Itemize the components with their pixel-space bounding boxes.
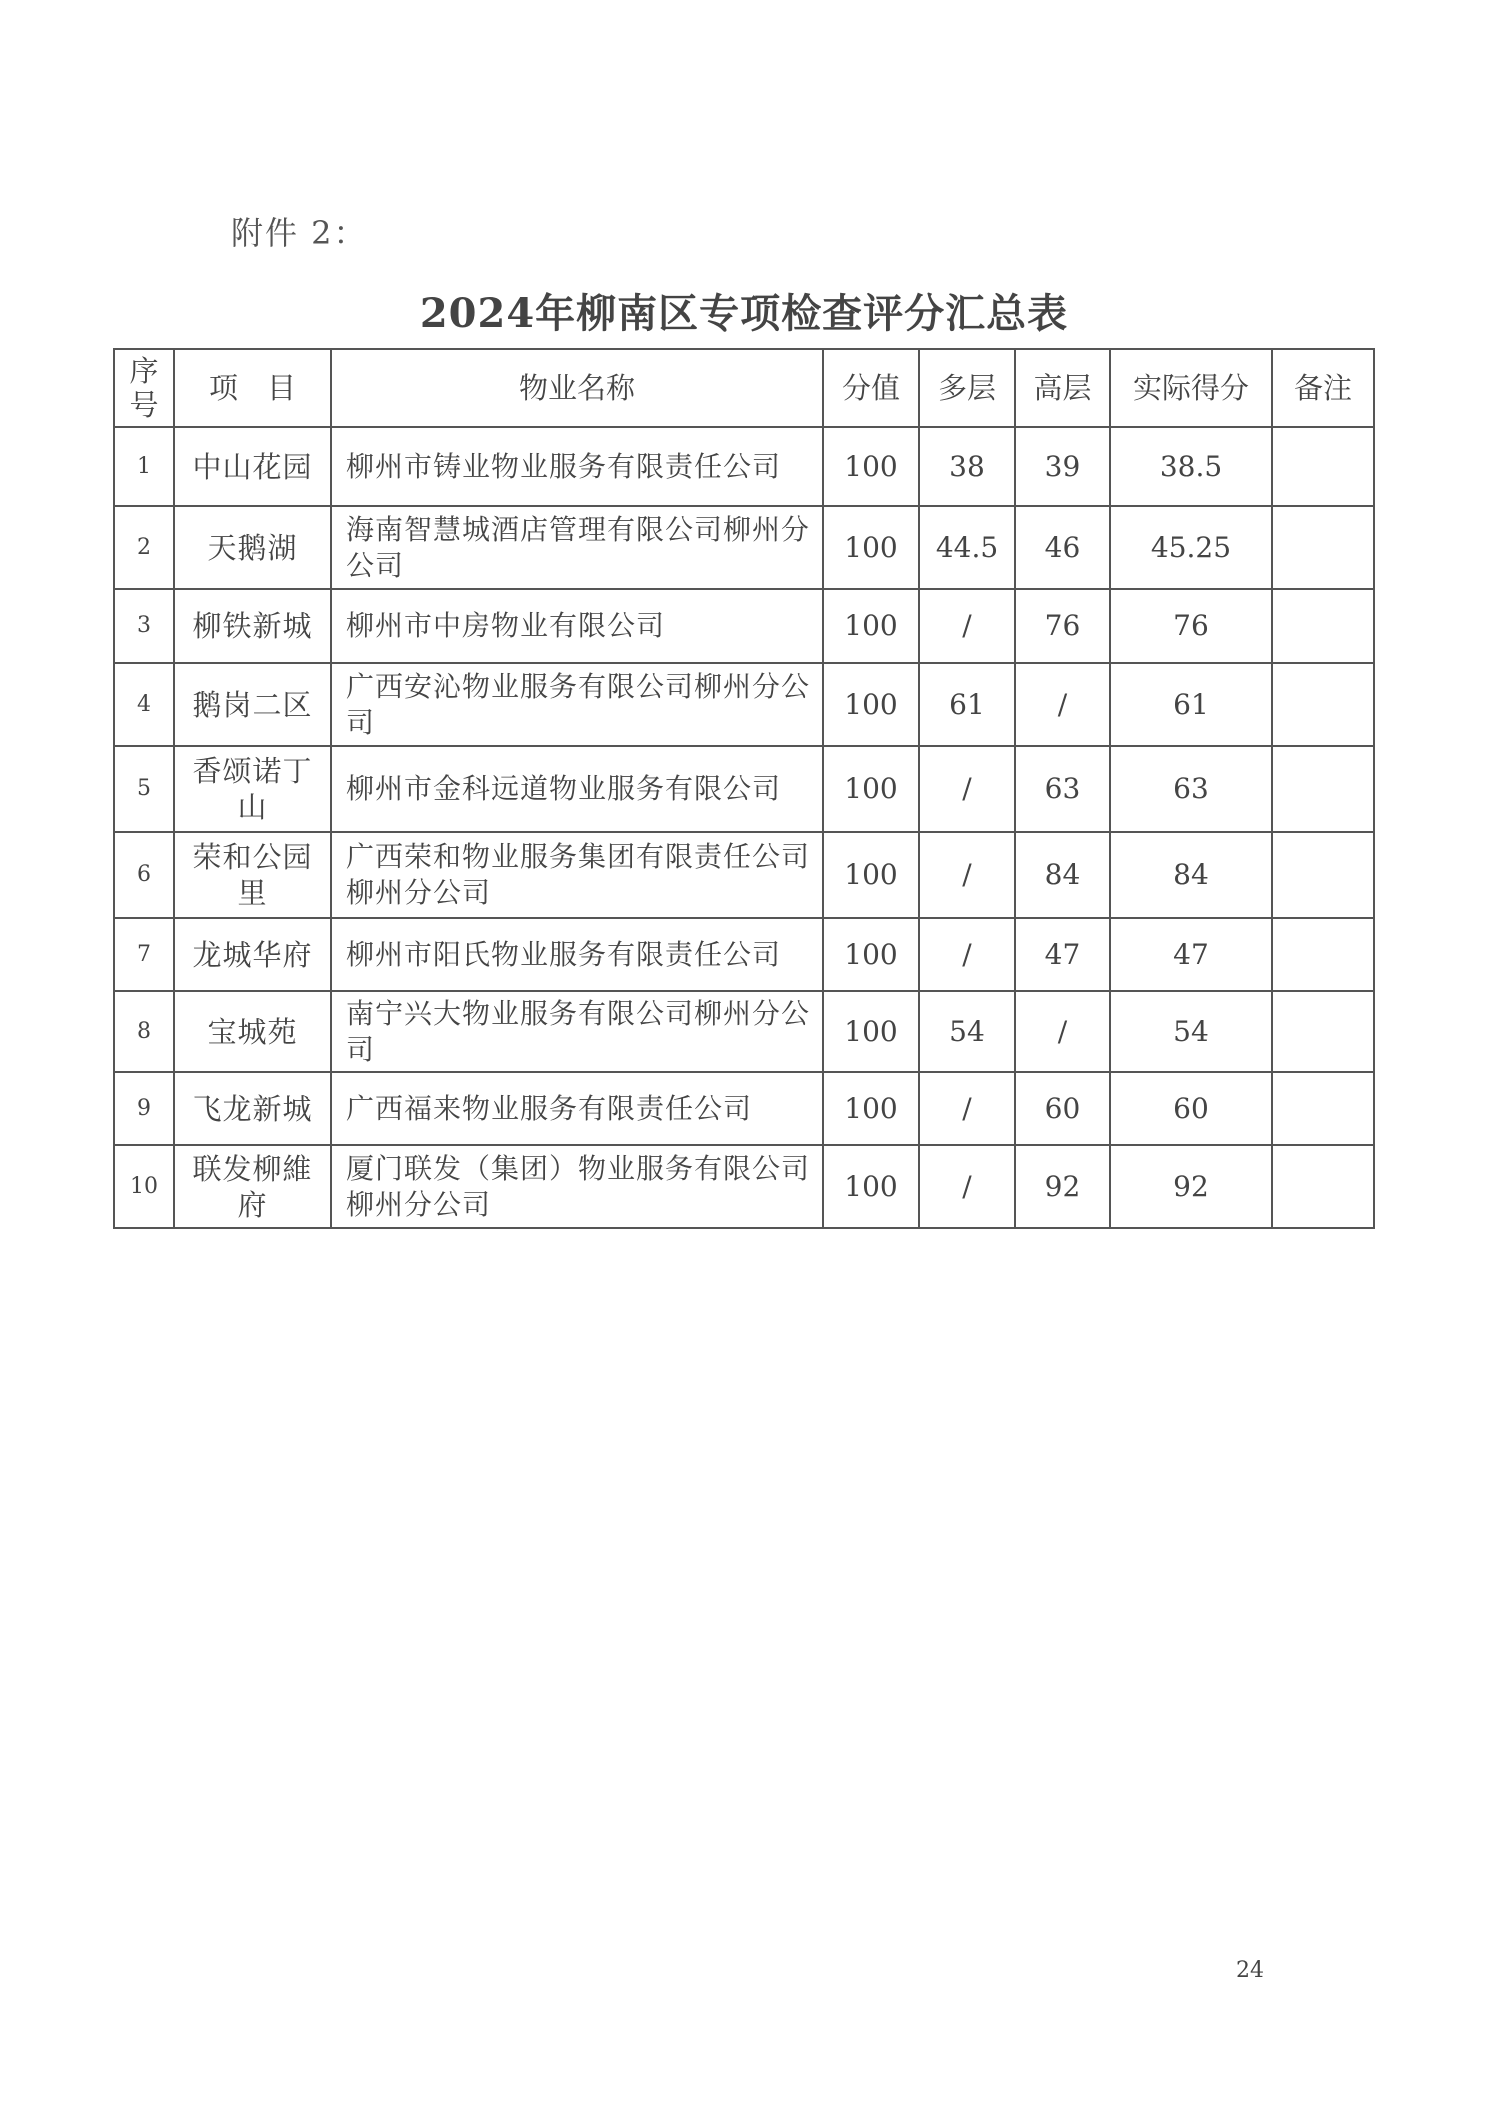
cell-full-score: 100 xyxy=(823,1145,919,1228)
cell-remarks xyxy=(1272,589,1374,663)
table-row xyxy=(114,427,1374,506)
cell-company: 海南智慧城酒店管理有限公司柳州分公司 xyxy=(331,506,823,589)
cell-project: 宝城苑 xyxy=(174,991,331,1072)
cell-multi-storey: / xyxy=(919,832,1015,918)
cell-full-score: 100 xyxy=(823,506,919,589)
header-high-rise: 高层 xyxy=(1015,349,1110,427)
cell-remarks xyxy=(1272,506,1374,589)
cell-high-rise: 63 xyxy=(1015,746,1110,832)
cell-project: 中山花园 xyxy=(174,427,331,506)
cell-high-rise: 92 xyxy=(1015,1145,1110,1228)
cell-multi-storey: / xyxy=(919,589,1015,663)
header-actual-score: 实际得分 xyxy=(1110,349,1272,427)
table-row xyxy=(114,918,1374,991)
cell-full-score: 100 xyxy=(823,991,919,1072)
cell-full-score: 100 xyxy=(823,746,919,832)
cell-index: 1 xyxy=(114,427,174,506)
cell-remarks xyxy=(1272,746,1374,832)
cell-multi-storey: / xyxy=(919,918,1015,991)
cell-actual-score: 84 xyxy=(1110,832,1272,918)
cell-remarks xyxy=(1272,918,1374,991)
table-row xyxy=(114,506,1374,589)
cell-project: 荣和公园里 xyxy=(174,832,331,918)
cell-index: 10 xyxy=(114,1145,174,1228)
cell-full-score: 100 xyxy=(823,832,919,918)
cell-high-rise: 76 xyxy=(1015,589,1110,663)
cell-remarks xyxy=(1272,663,1374,746)
header-full-score: 分值 xyxy=(823,349,919,427)
cell-company: 广西荣和物业服务集团有限责任公司柳州分公司 xyxy=(331,832,823,918)
cell-actual-score: 45.25 xyxy=(1110,506,1272,589)
cell-multi-storey: 61 xyxy=(919,663,1015,746)
cell-company: 柳州市金科远道物业服务有限公司 xyxy=(331,746,823,832)
score-summary-table xyxy=(113,348,1375,1229)
cell-high-rise: 46 xyxy=(1015,506,1110,589)
header-company: 物业名称 xyxy=(331,349,823,427)
cell-multi-storey: 38 xyxy=(919,427,1015,506)
cell-company: 广西安沁物业服务有限公司柳州分公司 xyxy=(331,663,823,746)
cell-index: 8 xyxy=(114,991,174,1072)
table-row xyxy=(114,589,1374,663)
cell-actual-score: 63 xyxy=(1110,746,1272,832)
cell-remarks xyxy=(1272,1072,1374,1145)
cell-remarks xyxy=(1272,832,1374,918)
cell-high-rise: 39 xyxy=(1015,427,1110,506)
cell-index: 5 xyxy=(114,746,174,832)
cell-project: 香颂诺丁山 xyxy=(174,746,331,832)
cell-index: 6 xyxy=(114,832,174,918)
cell-high-rise: 84 xyxy=(1015,832,1110,918)
cell-actual-score: 76 xyxy=(1110,589,1272,663)
cell-index: 3 xyxy=(114,589,174,663)
table-header-row xyxy=(114,349,1374,427)
cell-multi-storey: 44.5 xyxy=(919,506,1015,589)
table-row xyxy=(114,1145,1374,1228)
cell-project: 联发柳維府 xyxy=(174,1145,331,1228)
cell-index: 7 xyxy=(114,918,174,991)
header-project: 项 目 xyxy=(174,349,331,427)
cell-project: 天鹅湖 xyxy=(174,506,331,589)
cell-company: 柳州市铸业物业服务有限责任公司 xyxy=(331,427,823,506)
cell-actual-score: 47 xyxy=(1110,918,1272,991)
cell-company: 广西福来物业服务有限责任公司 xyxy=(331,1072,823,1145)
cell-multi-storey: / xyxy=(919,1145,1015,1228)
header-index: 序号 xyxy=(114,349,174,427)
cell-index: 4 xyxy=(114,663,174,746)
cell-full-score: 100 xyxy=(823,1072,919,1145)
cell-high-rise: / xyxy=(1015,663,1110,746)
table-row xyxy=(114,663,1374,746)
cell-company: 柳州市阳氏物业服务有限责任公司 xyxy=(331,918,823,991)
table-row xyxy=(114,832,1374,918)
cell-actual-score: 54 xyxy=(1110,991,1272,1072)
cell-index: 9 xyxy=(114,1072,174,1145)
cell-remarks xyxy=(1272,991,1374,1072)
cell-actual-score: 61 xyxy=(1110,663,1272,746)
cell-project: 飞龙新城 xyxy=(174,1072,331,1145)
cell-full-score: 100 xyxy=(823,918,919,991)
cell-multi-storey: / xyxy=(919,1072,1015,1145)
cell-project: 鹅岗二区 xyxy=(174,663,331,746)
page-number: 24 xyxy=(1236,1958,1264,1983)
table-row xyxy=(114,991,1374,1072)
cell-project: 龙城华府 xyxy=(174,918,331,991)
cell-actual-score: 92 xyxy=(1110,1145,1272,1228)
cell-high-rise: / xyxy=(1015,991,1110,1072)
attachment-label: 附件 2： xyxy=(231,214,368,252)
header-multi-storey: 多层 xyxy=(919,349,1015,427)
cell-actual-score: 60 xyxy=(1110,1072,1272,1145)
document-title: 2024年柳南区专项检查评分汇总表 xyxy=(419,290,1069,337)
cell-company: 厦门联发（集团）物业服务有限公司柳州分公司 xyxy=(331,1145,823,1228)
cell-multi-storey: 54 xyxy=(919,991,1015,1072)
header-remarks: 备注 xyxy=(1272,349,1374,427)
cell-high-rise: 60 xyxy=(1015,1072,1110,1145)
cell-full-score: 100 xyxy=(823,589,919,663)
table-row xyxy=(114,746,1374,832)
cell-project: 柳铁新城 xyxy=(174,589,331,663)
cell-company: 柳州市中房物业有限公司 xyxy=(331,589,823,663)
cell-remarks xyxy=(1272,1145,1374,1228)
cell-company: 南宁兴大物业服务有限公司柳州分公司 xyxy=(331,991,823,1072)
cell-full-score: 100 xyxy=(823,427,919,506)
cell-actual-score: 38.5 xyxy=(1110,427,1272,506)
cell-multi-storey: / xyxy=(919,746,1015,832)
cell-index: 2 xyxy=(114,506,174,589)
cell-full-score: 100 xyxy=(823,663,919,746)
cell-high-rise: 47 xyxy=(1015,918,1110,991)
cell-remarks xyxy=(1272,427,1374,506)
table-row xyxy=(114,1072,1374,1145)
